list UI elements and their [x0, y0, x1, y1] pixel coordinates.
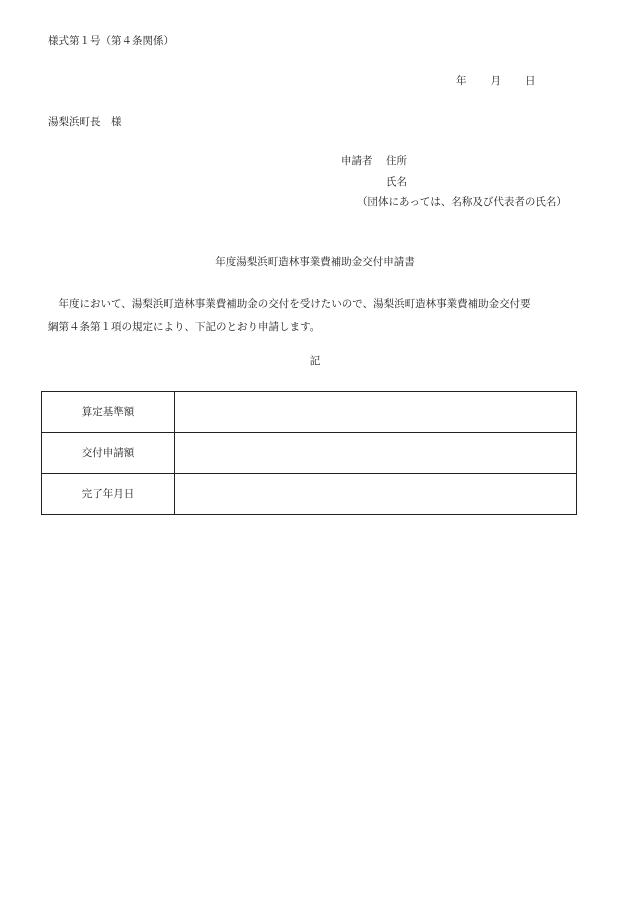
body-line-2: 綱第４条第１項の規定により、下記のとおり申請します。: [48, 321, 321, 333]
address-label: 住所: [386, 155, 407, 167]
row-label-requested-amount: 交付申請額: [42, 433, 175, 474]
applicant-label: 申請者: [341, 155, 373, 167]
row-label-completion-date: 完了年月日: [42, 474, 175, 515]
base-amount-field[interactable]: [175, 392, 577, 433]
day-label: 日: [525, 75, 536, 87]
form-number: 様式第１号（第４条関係）: [48, 35, 174, 47]
completion-date-field[interactable]: [175, 474, 577, 515]
table-row: [42, 392, 577, 433]
group-note: （団体にあっては、名称及び代表者の氏名）: [357, 196, 567, 208]
table-row: [42, 433, 577, 474]
name-label: 氏名: [386, 176, 407, 188]
body-line-1: 年度において、湯梨浜町造林事業費補助金の交付を受けたいので、湯梨浜町造林事業費補助金交付要: [58, 298, 531, 310]
month-label: 月: [490, 75, 501, 87]
table-row: [42, 474, 577, 515]
row-label-base-amount: 算定基準額: [42, 392, 175, 433]
document-title: 年度湯梨浜町造林事業費補助金交付申請書: [215, 256, 415, 268]
date-line: [456, 76, 536, 87]
year-label: 年: [456, 75, 467, 87]
requested-amount-field[interactable]: [175, 433, 577, 474]
ki-heading: 記: [309, 355, 321, 367]
body-paragraph: [48, 293, 588, 339]
addressee: 湯梨浜町長 様: [48, 116, 122, 128]
amount-table: [41, 391, 577, 515]
